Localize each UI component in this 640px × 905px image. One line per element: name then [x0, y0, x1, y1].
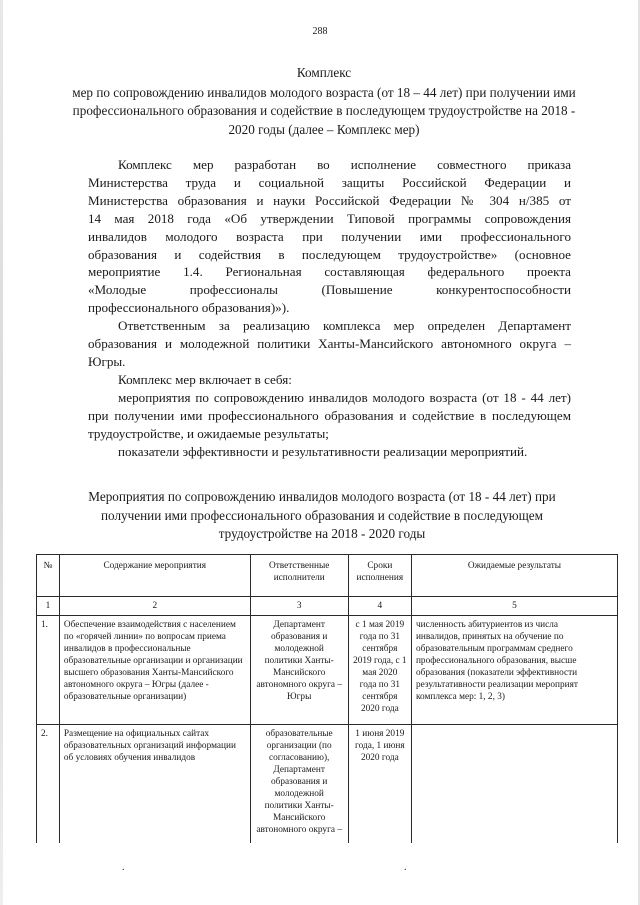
document-heading — [70, 64, 578, 139]
paragraph-line: мероприятие 1.4. Региональная составляющая федерального проекта — [88, 264, 571, 280]
page-number: 288 — [312, 26, 328, 37]
measures-table — [36, 554, 618, 843]
row-content: Размещение на официальных сайтах образовательных организаций информации об условиях обучения инвалидов — [59, 725, 250, 844]
paragraph-line: Министерства образования и науки Российской Федерации № 304 н/385 от — [88, 192, 571, 208]
column-header: Сроки исполнения — [348, 555, 411, 597]
paragraph-line: профессионального образования)»). — [88, 300, 290, 316]
paragraph-line: образования и содействия в последующем трудоустройстве» (основное — [88, 246, 571, 262]
paragraph-line: Министерства труда и социальной защиты Российской Федерации и — [88, 174, 571, 190]
row-result — [411, 616, 617, 725]
paragraph-responsible: Ответственным за реализацию комплекса мер определен Департамент образования и молодежной политики Ханты-Мансийского автономного округа – Югры. — [88, 318, 571, 369]
paragraph-measures: мероприятия по сопровождению инвалидов молодого возраста (от 18 - 44 лет) при получении ими профессионального образования и содействие в последующем трудоустройстве, и ожидаемые результаты; — [88, 389, 571, 441]
column-header: Ожидаемые результаты — [411, 555, 617, 597]
column-number: 4 — [348, 597, 411, 616]
paragraph-indicators: показатели эффективности и результативности реализации мероприятий. — [118, 443, 528, 459]
column-number: 5 — [411, 597, 617, 616]
column-header: Содержание мероприятия — [59, 555, 250, 597]
result-line: образования (показатели эффективности — [415, 668, 578, 678]
result-line: образовательным программам среднего — [415, 644, 573, 654]
table-row — [37, 725, 618, 844]
document-title: Комплекс — [296, 65, 352, 80]
scan-mark: . — [404, 862, 407, 873]
column-number-row — [37, 597, 618, 616]
column-number: 2 — [59, 597, 250, 616]
result-line: численность абитуриентов из числа — [415, 620, 559, 630]
paragraph-line: 14 мая 2018 года «Об утверждении Типовой программы сопровождения — [88, 210, 571, 226]
paragraph-line: «Молодые профессионалы (Повышение конкурентоспособности — [88, 282, 571, 298]
paragraph-includes: Комплекс мер включает в себя: — [118, 371, 292, 387]
paragraph-line: инвалидов молодого возраста при получении ими профессионального — [88, 228, 571, 244]
table-row — [37, 616, 618, 725]
result-line: инвалидов, принятых на обучение по — [415, 632, 564, 642]
result-line: профессионального образования, высше — [415, 656, 577, 666]
column-number: 3 — [250, 597, 348, 616]
row-deadline: 1 июня 2019 года, 1 июня 2020 года — [348, 725, 411, 844]
row-result — [411, 725, 617, 844]
row-responsible: образовательные организации (по согласованию), Департамент образования и молодежной политики Ханты-Мансийского автономного округа – — [250, 725, 348, 844]
row-number: 1. — [37, 616, 60, 725]
row-responsible: Департамент образования и молодежной политики Ханты-Мансийского автономного округа – Югры — [250, 616, 348, 725]
row-content: Обеспечение взаимодействия с населением по «горячей линии» по вопросам приема инвалидов в профессиональные образовательные организации и организации высшего образования Ханты-Мансийского автономного округа – Югры (далее - образовательные организации) — [59, 616, 250, 725]
result-line: результативности реализации мероприят — [415, 680, 578, 690]
column-header: Ответственные исполнители — [250, 555, 348, 597]
document-body — [88, 156, 571, 460]
scan-mark: . — [122, 862, 125, 873]
row-deadline: с 1 мая 2019 года по 31 сентября 2019 года, с 1 мая 2020 года по 31 сентября 2020 года — [348, 616, 411, 725]
table-title: Мероприятия по сопровождению инвалидов молодого возраста (от 18 - 44 лет) при получении ими профессионального образования и содействие в последующем трудоустройстве на 2018 - 2020 годы — [88, 489, 556, 541]
column-number: 1 — [37, 597, 60, 616]
scan-edge-left — [0, 0, 3, 905]
table-header-row — [37, 555, 618, 597]
paragraph-line: Комплекс мер разработан во исполнение совместного приказа — [118, 157, 571, 172]
column-header: № — [37, 555, 60, 597]
result-line: комплекса мер: 1, 2, 3) — [415, 692, 505, 702]
document-subtitle: мер по сопровождению инвалидов молодого возраста (от 18 – 44 лет) при получении ими профессионального образования и содействие в последующем трудоустройстве на 2018 - 2020 годы (далее – Комплекс мер) — [72, 84, 576, 137]
row-number: 2. — [37, 725, 60, 844]
